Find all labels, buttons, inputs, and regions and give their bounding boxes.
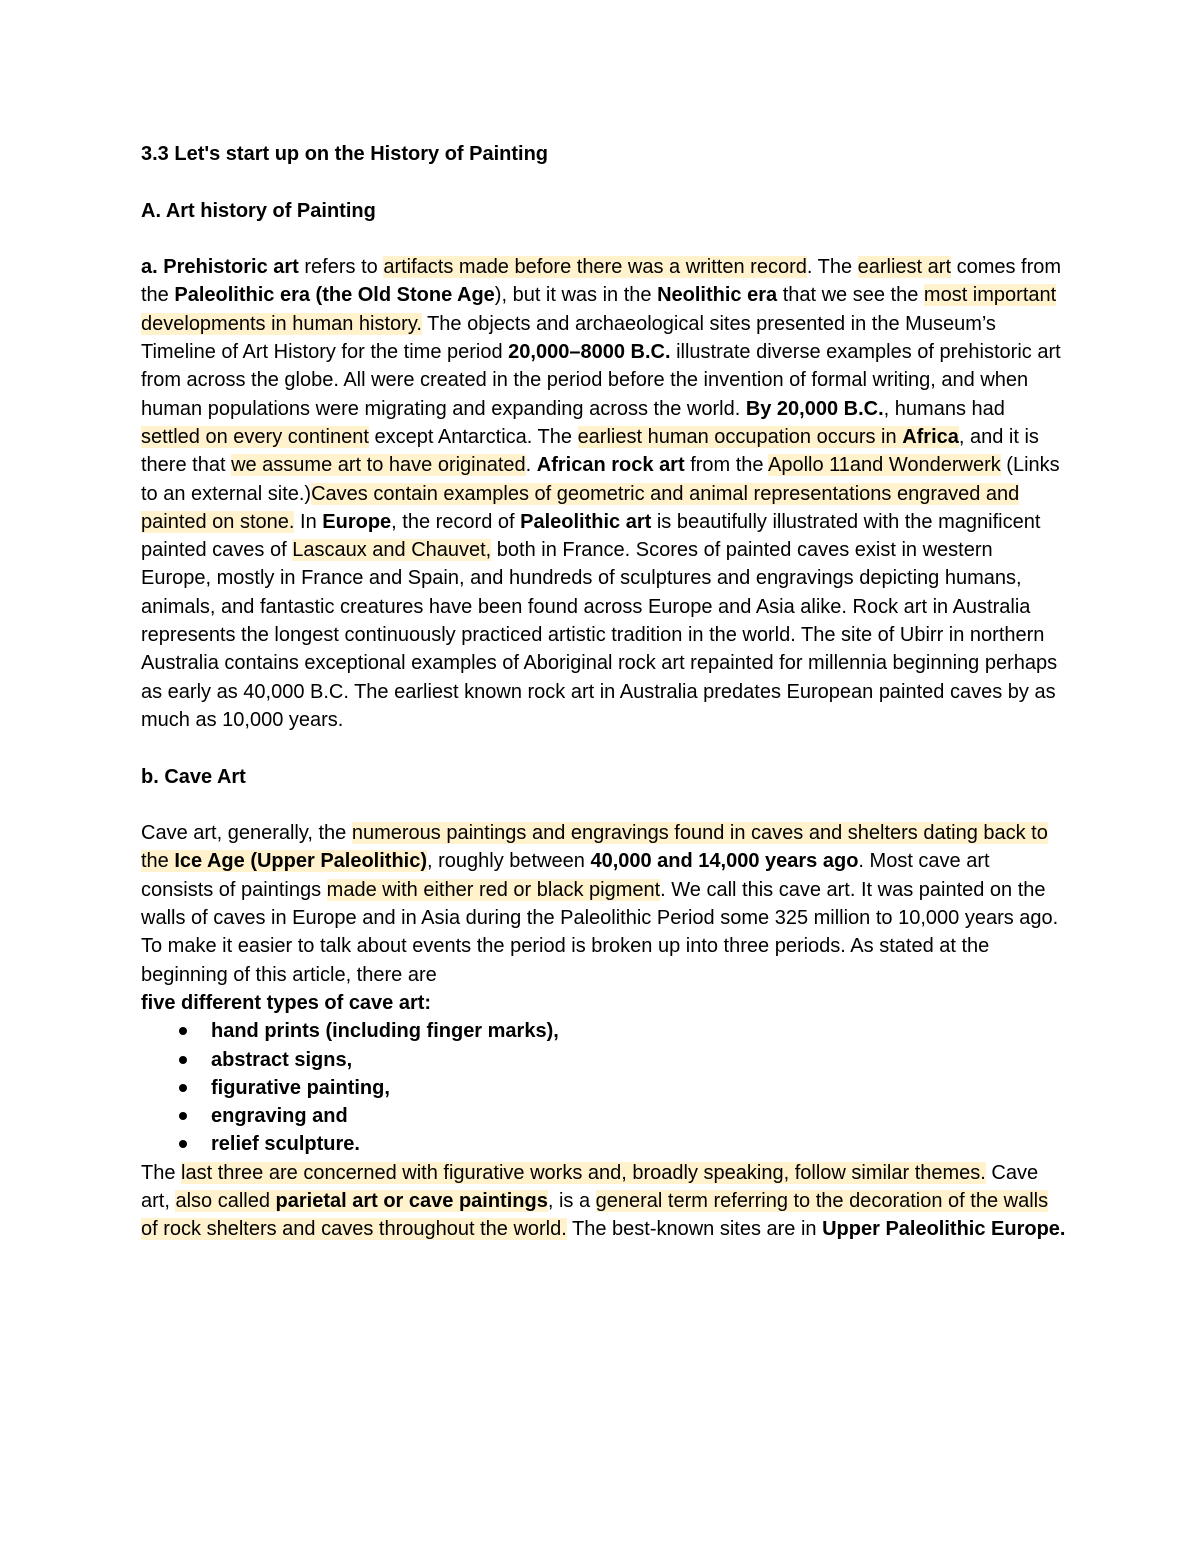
- list-item: [141, 1046, 1066, 1074]
- bold-term: parietal art or cave paintings: [275, 1189, 548, 1212]
- prehistoric-art-term: a. Prehistoric art: [141, 256, 299, 279]
- text-run: comes from the: [141, 256, 1062, 307]
- highlighted-text: [578, 426, 959, 448]
- list-item-text: relief sculpture.: [211, 1133, 360, 1156]
- highlighted-text: earliest art: [857, 256, 952, 279]
- text-run: also called: [175, 1189, 276, 1212]
- text-run: earliest human occupation occurs in: [577, 425, 903, 448]
- highlighted-text: we assume art to have originated: [231, 454, 526, 477]
- text-run: . Most cave art consists of paintings: [141, 850, 990, 901]
- highlighted-text: Lascaux and Chauvet,: [292, 539, 492, 562]
- text-run: The best-known sites are in: [566, 1218, 823, 1241]
- external-link-note: (Links to an external site.): [141, 454, 1060, 505]
- bullet-icon: [179, 1140, 187, 1148]
- text-run: , humans had: [883, 397, 1005, 420]
- text-run: that we see the: [777, 284, 924, 307]
- text-run: .: [525, 454, 537, 477]
- list-item: [141, 1017, 1066, 1045]
- list-item: [141, 1074, 1066, 1102]
- bold-term: 40,000 and 14,000 years ago: [590, 850, 859, 873]
- bold-term: African rock art: [536, 454, 685, 477]
- highlighted-text: settled on every continent: [141, 425, 369, 448]
- highlighted-text: [175, 1190, 547, 1212]
- bullet-icon: [179, 1027, 187, 1035]
- text-run: both in France. Scores of painted caves exist in western Europe, mostly in France and Spain, and hundreds of sculptures and engravings depicting humans, animals, and fantastic creatures have been found across Europe and Asia alike. Rock art in Australia represents the longest continuously practiced artistic tradition in the world. The site of Ubirr in northern Australia contains exceptional examples of Aboriginal rock art repainted for millennia beginning perhaps as early as 40,000 B.C. The earliest known rock art in Australia predates European painted caves by as much as 10,000 years.: [141, 539, 1058, 731]
- spacer: [141, 791, 1066, 819]
- list-item: [141, 1102, 1066, 1130]
- highlighted-text: general term referring to the decoration of the walls of rock shelters and caves throughout the world.: [141, 1189, 1049, 1241]
- text-run: . The: [806, 256, 858, 279]
- highlighted-text: Caves contain examples of geometric and animal representations engraved and painted on stone.: [141, 482, 1020, 533]
- highlighted-text: made with either red or black pigment: [326, 878, 661, 901]
- text-run: numerous paintings and engravings found in caves and shelters dating back to the: [141, 822, 1048, 873]
- text-run: , is a: [547, 1189, 596, 1212]
- document-page: [141, 140, 1066, 1244]
- closing-paragraph: [141, 1159, 1066, 1244]
- cave-art-heading: b. Cave Art: [141, 765, 246, 788]
- text-run: , the record of: [391, 510, 521, 533]
- bullet-icon: [179, 1112, 187, 1120]
- bold-term: Europe: [322, 510, 392, 533]
- prehistoric-art-paragraph: [141, 253, 1066, 734]
- bullet-icon: [179, 1084, 187, 1092]
- list-item-text: engraving and: [211, 1105, 348, 1128]
- bullet-icon: [179, 1056, 187, 1064]
- list-item-text: hand prints (including finger marks),: [211, 1020, 559, 1043]
- section-title: 3.3 Let's start up on the History of Painting: [141, 143, 549, 165]
- spacer: [141, 168, 1066, 196]
- bold-term: Africa: [902, 425, 959, 448]
- text-run: is beautifully illustrated with the magnificent painted caves of: [141, 510, 1041, 562]
- bold-term: 20,000–8000 B.C.: [508, 341, 671, 364]
- text-run: Cave art,: [141, 1161, 1039, 1212]
- cave-art-paragraph: [141, 819, 1066, 989]
- text-run: In: [294, 510, 323, 533]
- text-run: , and it is there that: [141, 425, 1039, 477]
- spacer: [141, 225, 1066, 253]
- text-run: The: [141, 1161, 182, 1184]
- text-run: except Antarctica. The: [368, 425, 578, 448]
- text-run: Cave art, generally, the: [141, 822, 352, 845]
- cave-art-types-intro: five different types of cave art:: [141, 991, 432, 1014]
- highlighted-text: artifacts made before there was a written record: [383, 256, 807, 279]
- text-run: . We call this cave art. It was painted on the walls of caves in Europe and in Asia during the Paleolithic Period some 325 million to 10,000 years ago. To make it easier to talk about events the period is broken up into three periods. As stated at the beginning of this article, there are: [141, 878, 1059, 986]
- subsection-title: A. Art history of Painting: [141, 199, 376, 222]
- text-run: The objects and archaeological sites presented in the Museum’s Timeline of Art History for the time period: [141, 312, 996, 364]
- list-item-text: abstract signs,: [211, 1048, 353, 1071]
- spacer: [141, 734, 1066, 762]
- text-run: , roughly between: [427, 850, 591, 873]
- bold-term: Ice Age (Upper Paleolithic): [174, 850, 428, 873]
- text-run: illustrate diverse examples of prehistoric art from across the globe. All were created in the period before the invention of formal writing, and when human populations were migrating and expanding across the world.: [141, 341, 1061, 420]
- highlighted-text: most important developments in human history.: [141, 284, 1057, 335]
- text-run: ), but it was in the: [494, 284, 658, 307]
- list-item-text: figurative painting,: [211, 1076, 390, 1099]
- highlighted-text: last three are concerned with figurative works and, broadly speaking, follow similar themes.: [181, 1161, 986, 1184]
- bold-term: By 20,000 B.C.: [745, 397, 884, 420]
- text-run: refers to: [298, 256, 384, 279]
- highlighted-text: Apollo 11and Wonderwerk: [768, 454, 1001, 477]
- list-item: [141, 1130, 1066, 1158]
- cave-art-types-list: [141, 1017, 1066, 1158]
- bold-term: Paleolithic art: [520, 510, 652, 533]
- bold-term: Upper Paleolithic Europe.: [822, 1218, 1066, 1241]
- text-run: from the: [684, 454, 769, 477]
- bold-term: Paleolithic era (the Old Stone Age: [174, 284, 495, 307]
- bold-term: Neolithic era: [657, 284, 778, 307]
